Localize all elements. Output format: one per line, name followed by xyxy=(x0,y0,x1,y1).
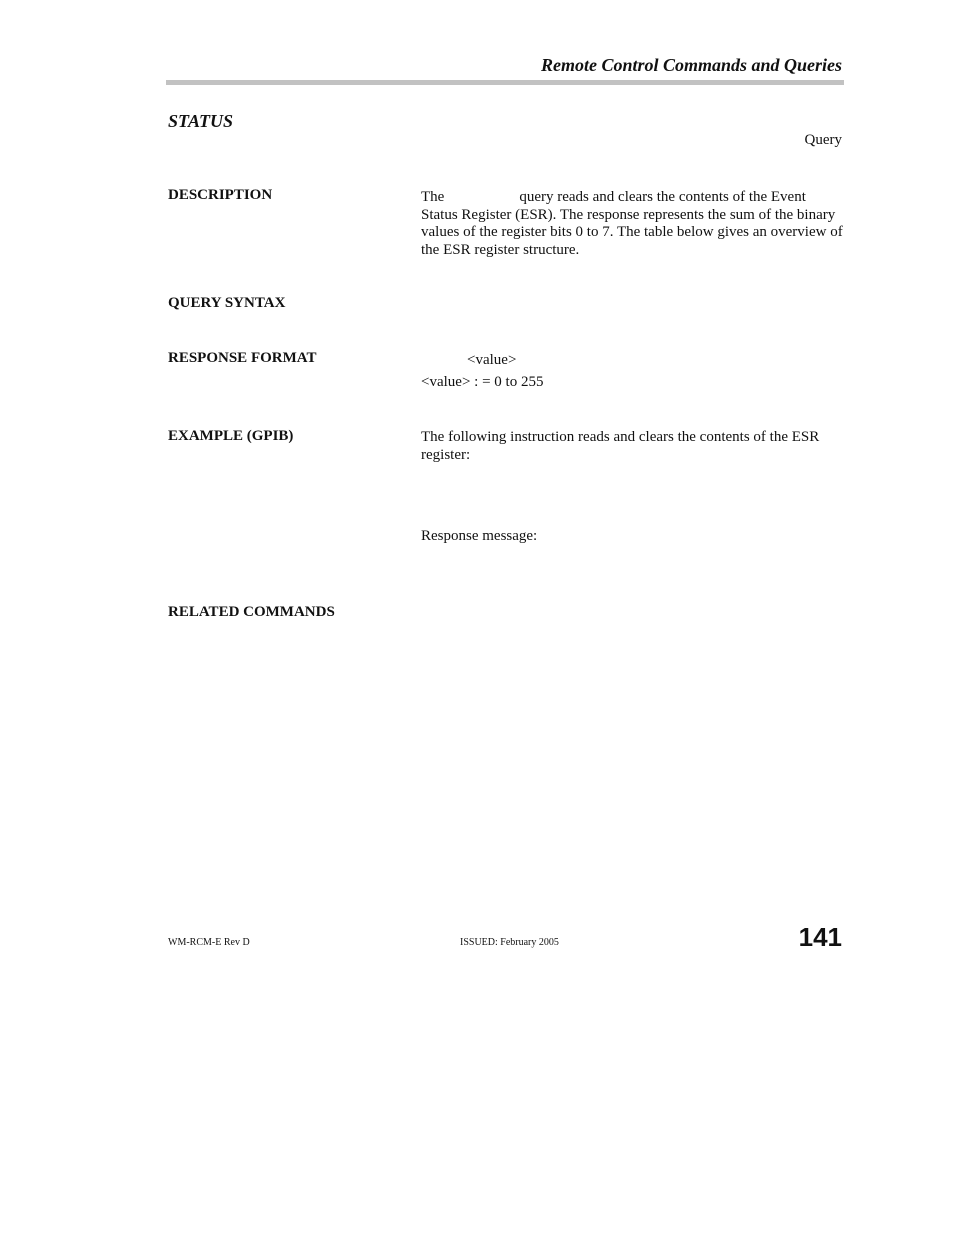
query-syntax-label: QUERY SYNTAX xyxy=(168,295,286,311)
example-text: The following instruction reads and clears the contents of the ESR register: xyxy=(421,429,820,463)
footer-doc-id: WM-RCM-E Rev D xyxy=(168,937,250,948)
page-number: 141 xyxy=(798,922,842,952)
example-label: EXAMPLE (GPIB) xyxy=(168,428,294,444)
description-text-the: The xyxy=(421,189,445,205)
example-response-label: Response message: xyxy=(421,528,538,544)
description-text xyxy=(421,189,845,259)
section-title: STATUS xyxy=(168,111,234,131)
response-format-value: <value> xyxy=(467,352,517,368)
command-type-label: Query xyxy=(804,132,842,148)
related-commands-label: RELATED COMMANDS xyxy=(168,604,335,620)
response-format-label: RESPONSE FORMAT xyxy=(168,350,317,366)
description-text-rest: query reads and clears the contents of the Event Status Register (ESR). The response represents the sum of the binary values of the register bits 0 to 7. The table below gives an overview of the ESR register structure. xyxy=(421,189,843,258)
response-format-range: <value> : = 0 to 255 xyxy=(421,374,544,390)
running-header-title: Remote Control Commands and Queries xyxy=(540,55,842,75)
description-label: DESCRIPTION xyxy=(168,187,273,203)
header-rule xyxy=(166,80,844,85)
footer-issued-date: ISSUED: February 2005 xyxy=(460,937,559,948)
